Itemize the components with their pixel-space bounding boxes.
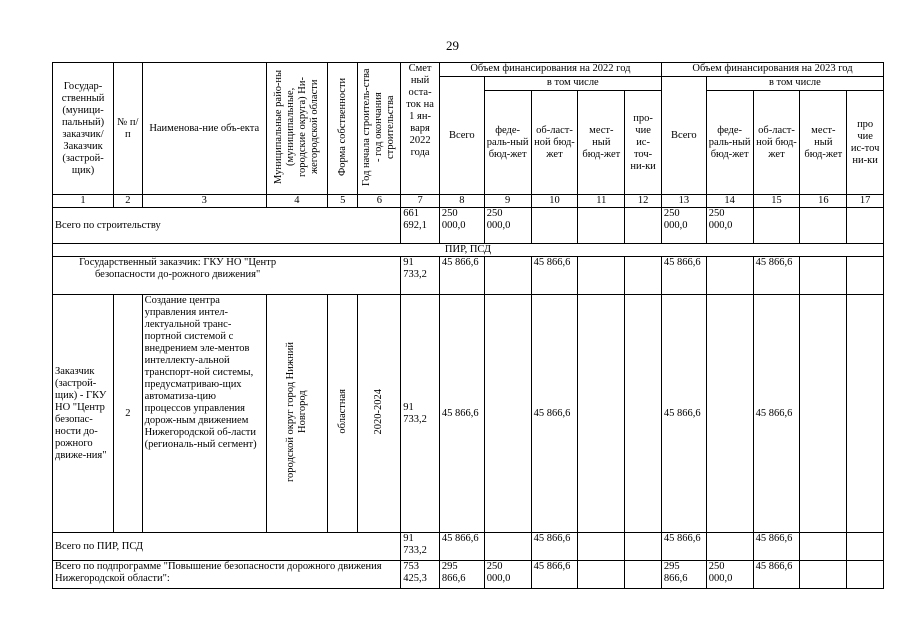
cell-total-2023: 45 866,6 [661, 295, 706, 533]
col-num: 3 [142, 195, 266, 208]
header-total-2023: Всего [661, 77, 706, 195]
cell-regional-2022: 45 866,6 [531, 257, 578, 295]
col-num: 7 [401, 195, 440, 208]
header-regional-2022: об-ласт-ной бюд-жет [531, 91, 578, 195]
project-years: 2020-2024 [358, 295, 401, 533]
row-label: Всего по подпрограмме "Повышение безопасности дорожного движения Нижегородской области": [53, 561, 401, 589]
cell-federal-2023 [706, 533, 753, 561]
col-num: 10 [531, 195, 578, 208]
cell-local-2022 [578, 533, 625, 561]
project-row [53, 295, 884, 533]
cell-total-2023: 45 866,6 [661, 533, 706, 561]
header-number: № п/п [114, 63, 143, 195]
cell-federal-2022: 250 000,0 [484, 561, 531, 589]
cell-estimate: 91 733,2 [401, 533, 440, 561]
cell-estimate: 661 692,1 [401, 208, 440, 244]
project-number: 2 [114, 295, 143, 533]
cell-federal-2023 [706, 257, 753, 295]
project-district: городской округ город Нижний Новгород [266, 295, 327, 533]
col-num: 14 [706, 195, 753, 208]
cell-total-2022: 295 866,6 [439, 561, 484, 589]
header-including-2022: в том числе [484, 77, 661, 91]
cell-other-2022 [625, 257, 662, 295]
col-num: 17 [847, 195, 884, 208]
header-funding-2022: Объем финансирования на 2022 год [439, 63, 661, 77]
construction-total-row [53, 208, 884, 244]
cell-local-2022 [578, 257, 625, 295]
cell-federal-2022: 250 000,0 [484, 208, 531, 244]
section-row [53, 244, 884, 257]
cell-total-2022: 45 866,6 [439, 295, 484, 533]
col-num: 6 [358, 195, 401, 208]
cell-estimate: 91 733,2 [401, 257, 440, 295]
subprogram-total-row [53, 561, 884, 589]
cell-regional-2022: 45 866,6 [531, 295, 578, 533]
header-object-name: Наименова-ние объ-екта [142, 63, 266, 195]
cell-estimate: 91 733,2 [401, 295, 440, 533]
header-total-2022: Всего [439, 77, 484, 195]
col-num: 16 [800, 195, 847, 208]
header-estimate-balance: Смет ный оста-ток на 1 ян-варя 2022 года [401, 63, 440, 195]
header-customer: Государ-ственный (муници-пальный) заказчик/ Заказчик (застрой-щик) [53, 63, 114, 195]
page-number: 29 [446, 38, 459, 53]
header-municipal-district: Муниципальные райо-ны (муниципальные, городские округа) Ни-жегородской области [266, 63, 327, 195]
cell-other-2022 [625, 561, 662, 589]
header-construction-years: Год начала строитель-ства - год окончания строительства [358, 63, 401, 195]
cell-total-2022: 45 866,6 [439, 257, 484, 295]
cell-total-2023: 45 866,6 [661, 257, 706, 295]
col-num: 9 [484, 195, 531, 208]
section-title: ПИР, ПСД [53, 244, 884, 257]
state-customer-row [53, 257, 884, 295]
project-customer: Заказчик (застрой-щик) - ГКУ НО "Центр безопас-ности до-рожного движе-ния" [53, 295, 114, 533]
cell-total-2023: 250 000,0 [661, 208, 706, 244]
header-federal-2023: феде-раль-ный бюд-жет [706, 91, 753, 195]
cell-regional-2022 [531, 208, 578, 244]
cell-regional-2023: 45 866,6 [753, 295, 800, 533]
cell-regional-2022: 45 866,6 [531, 533, 578, 561]
col-num: 2 [114, 195, 143, 208]
header-funding-2023: Объем финансирования на 2023 год [661, 63, 883, 77]
cell-federal-2022 [484, 257, 531, 295]
row-label: Всего по ПИР, ПСД [53, 533, 401, 561]
investment-table [52, 62, 884, 589]
cell-estimate: 753 425,3 [401, 561, 440, 589]
cell-regional-2023: 45 866,6 [753, 561, 800, 589]
cell-other-2022 [625, 208, 662, 244]
col-num: 5 [327, 195, 358, 208]
cell-federal-2023: 250 000,0 [706, 208, 753, 244]
column-numbers-row [53, 195, 884, 208]
cell-federal-2022 [484, 295, 531, 533]
cell-local-2023 [800, 561, 847, 589]
cell-federal-2022 [484, 533, 531, 561]
cell-other-2023 [847, 561, 884, 589]
cell-federal-2023 [706, 295, 753, 533]
row-label: Всего по строительству [53, 208, 401, 244]
col-num: 8 [439, 195, 484, 208]
cell-total-2023: 295 866,6 [661, 561, 706, 589]
cell-other-2023 [847, 295, 884, 533]
cell-other-2022 [625, 533, 662, 561]
header-ownership-form: Форма собственности [327, 63, 358, 195]
col-num: 13 [661, 195, 706, 208]
cell-regional-2023: 45 866,6 [753, 533, 800, 561]
cell-other-2023 [847, 257, 884, 295]
cell-local-2023 [800, 257, 847, 295]
cell-other-2023 [847, 208, 884, 244]
header-regional-2023: об-ласт-ной бюд-жет [753, 91, 800, 195]
header-local-2022: мест-ный бюд-жет [578, 91, 625, 195]
cell-other-2022 [625, 295, 662, 533]
header-local-2023: мест-ный бюд-жет [800, 91, 847, 195]
cell-total-2022: 250 000,0 [439, 208, 484, 244]
header-including-2023: в том числе [706, 77, 883, 91]
cell-regional-2022: 45 866,6 [531, 561, 578, 589]
state-customer-label: Государственный заказчик: ГКУ НО "Центр безопасности до-рожного движения" [53, 257, 401, 295]
header-federal-2022: феде-раль-ный бюд-жет [484, 91, 531, 195]
header-other-2022: про-чие ис-точ-ни-ки [625, 91, 662, 195]
col-num: 1 [53, 195, 114, 208]
cell-other-2023 [847, 533, 884, 561]
col-num: 11 [578, 195, 625, 208]
cell-local-2022 [578, 208, 625, 244]
cell-regional-2023 [753, 208, 800, 244]
project-ownership: областная [327, 295, 358, 533]
cell-local-2023 [800, 533, 847, 561]
cell-local-2022 [578, 295, 625, 533]
cell-total-2022: 45 866,6 [439, 533, 484, 561]
cell-regional-2023: 45 866,6 [753, 257, 800, 295]
cell-local-2022 [578, 561, 625, 589]
project-name: Создание центра управления интел-лектуальной транс-портной системой с внедрением эле-ментов интеллекту-альной транспорт-ной системы, предусматриваю-щих автоматиза-цию процессов управления дорож-ным движением Нижегородской об-ласти (региональ-ный сегмент) [142, 295, 266, 533]
cell-local-2023 [800, 295, 847, 533]
col-num: 12 [625, 195, 662, 208]
header-other-2023: про чие ис-точ ни-ки [847, 91, 884, 195]
pir-total-row [53, 533, 884, 561]
col-num: 4 [266, 195, 327, 208]
cell-local-2023 [800, 208, 847, 244]
cell-federal-2023: 250 000,0 [706, 561, 753, 589]
col-num: 15 [753, 195, 800, 208]
